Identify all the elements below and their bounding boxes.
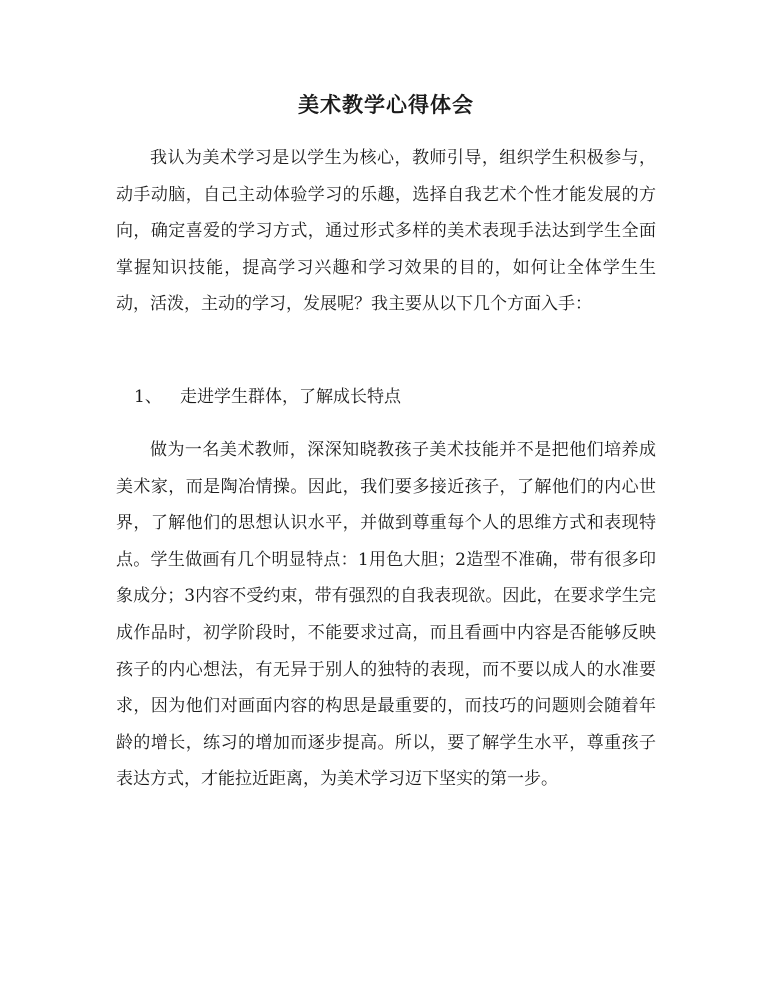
section-heading: [134, 380, 401, 414]
section-heading-text: 走进学生群体，了解成长特点: [180, 387, 401, 407]
page-title: 美术教学心得体会: [298, 92, 474, 117]
intro-paragraph: 我认为美术学习是以学生为核心，教师引导，组织学生积极参与，动手动脑，自己主动体验学习的乐趣，选择自我艺术个性才能发展的方向，确定喜爱的学习方式，通过形式多样的美术表现手法达到学生全面掌握知识技能，提高学习兴趣和学习效果的目的，如何让全体学生生动，活泼，主动的学习，发展呢？我主要从以下几个方面入手：: [116, 148, 656, 315]
section-number: 1、: [134, 387, 162, 407]
section-body-paragraph: 做为一名美术教师，深深知晓教孩子美术技能并不是把他们培养成美术家，而是陶冶情操。因此，我们要多接近孩子，了解他们的内心世界，了解他们的思想认识水平，并做到尊重每个人的思维方式和表现特点。学生做画有几个明显特点：1用色大胆；2造型不准确，带有很多印象成分；3内容不受约束，带有强烈的自我表现欲。因此，在要求学生完成作品时，初学阶段时，不能要求过高，而且看画中内容是否能够反映孩子的内心想法，有无异于别人的独特的表现，而不要以成人的水准要求，因为他们对画面内容的构思是最重要的，而技巧的问题则会随着年龄的增长，练习的增加而逐步提高。所以，要了解学生水平，尊重孩子表达方式，才能拉近距离，为美术学习迈下坚实的第一步。: [116, 440, 656, 790]
